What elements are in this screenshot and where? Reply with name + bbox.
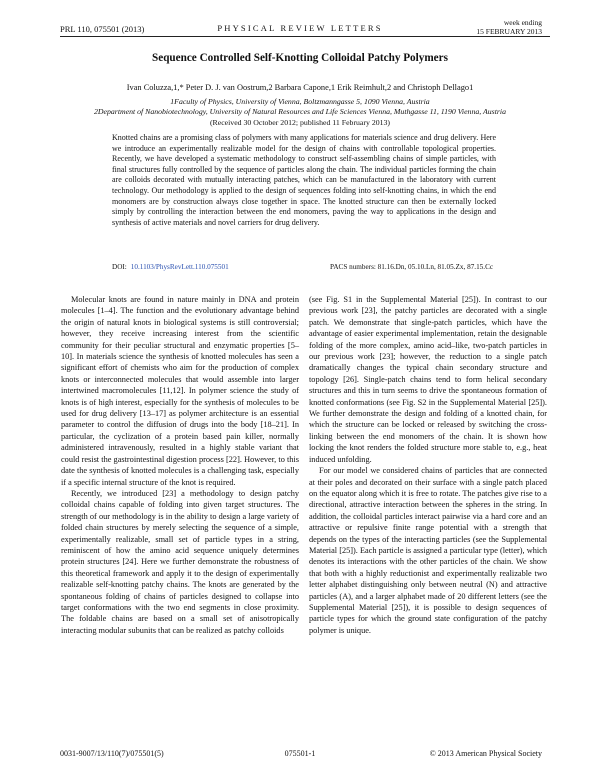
author-list: Ivan Coluzza,1,* Peter D. J. van Oostrum,2 Barbara Capone,1 Erik Reimhult,2 and Christoph Dellago1 xyxy=(126,83,474,92)
body-paragraph: For our model we considered chains of particles that are connected at their poles and decorated on their surface with a single patch placed on the equator along which it is free to rotate. The patches give rise to a directional, attractive interaction between the spheres in the string. In addition, the colloidal particles interact pairwise via a hard core and an attractive or repulsive finite range potential with a strength that depends on the types of the interacting particles (see the Supplemental Material [25]). Each particle is assigned a particular type (letter), which denotes its interactions with the other particles of the chain. We show that both with a highly reductionist and experimentally realizable two letter alphabet distinguishing only between neutral (N) and attractive particles (A), and a larger alphabet made of 20 different letters (see the Supplemental Material [25]), it is possible to design sequences of particle types for which the ground state configuration of the patchy polymer is unique. xyxy=(309,466,547,635)
page-number: 075501-1 xyxy=(284,749,316,758)
received-dates: (Received 30 October 2012; published 11 February 2013) xyxy=(209,118,391,127)
week-label: week ending xyxy=(503,18,542,27)
affiliation-2: 2Department of Nanobiotechnology, University of Natural Resources and Life Sciences Vienna, Muthgasse 11, 1190 Vienna, Austria xyxy=(94,107,506,116)
pacs-numbers: PACS numbers: 81.16.Dn, 05.10.Ln, 81.05.Zx, 87.15.Cc xyxy=(330,263,494,271)
week-ending xyxy=(476,18,542,36)
body-paragraph: (see Fig. S1 in the Supplemental Material [25]). In contrast to our previous work [23], the patchy particles are decorated with a single patch. We demonstrate that single-patch particles, which have the advantage of easier experimental implementation, retain the designable folding of the more complex, amino acid–like, two-patch particles in our previous work [23]; however, the reduction to a single patch dramatically changes the typical chain secondary structure and topology [26]. Single-patch chains tend to form helical secondary structures and this in turn seems to drive the spontaneous formation of knotted conformations (see Fig. S2 in the Supplemental Material [25]). We further demonstrate the design and folding of a knotted chain, for which the structure can be locked or released by switching the cross-linking between the end monomers of the chain. It is shown how locking the knot renders the folded structure more stable to, e.g., heat induced unfolding. xyxy=(309,295,547,464)
doi-label: DOI: xyxy=(112,263,127,271)
journal-ref: PRL 110, 075501 (2013) xyxy=(60,24,145,34)
paper-title: Sequence Controlled Self-Knotting Colloidal Patchy Polymers xyxy=(152,52,448,64)
body-column-left xyxy=(61,294,299,636)
abstract: Knotted chains are a promising class of polymers with many applications for materials science and drug delivery. Here we introduce an experimentally realizable model for the design of chains with controllable topological properties. Recently, we have developed a systematic methodology to construct self-assembling chains of simple particles, with final structures fully controlled by the sequence of particles along the chain. The individual particles forming the chain are colloids decorated with mutually interacting patches, which can be manufactured in the laboratory with current technology. Our methodology is applied to the design of sequences folding into self-knotting chains, in which the end monomers are by construction always close together in space. The knotted structure can then be externally locked simply by controlling the interaction between the end monomers, paving the way to applications in the design and synthesis of active materials and novel carriers for drug delivery. xyxy=(112,133,496,227)
doi-link[interactable]: 10.1103/PhysRevLett.110.075501 xyxy=(130,263,229,271)
body-paragraph: Molecular knots are found in nature mainly in DNA and protein molecules [1–4]. The function and the evolutionary advantage behind the origin of natural knots in biological systems is still controversial; however, they receive increasing interest from the scientific community for their peculiar structural and enzymatic properties [5–10]. In materials science the synthesis of knotted molecules has seen a significant effort of chemists who aim for the production of complex knots or interconnected molecules that would assemble into larger intertwined macromolecules [11,12]. In polymer science the study of knots is of high interest, especially for the synthesis of molecules to be used for drug delivery [13–17] as polymer architecture is an essential parameter to control the diffusion of drugs into the body [18–21]. In particular, the cyclization of a protein based pain killer, normally administered intravenously, resulted in a highly stable variant that could resist the gastrointestinal digestion process [22]. However, to this date the synthesis of knotted molecules is a challenging task, especially if a specific internal structure of the knot is required. xyxy=(61,295,299,487)
journal-name: PHYSICAL REVIEW LETTERS xyxy=(217,23,383,33)
header-rule xyxy=(60,36,550,37)
body-paragraph: Recently, we introduced [23] a methodology to design patchy colloidal chains capable of folding into given target structures. The strength of our methodology is in the ability to design a large variety of folded chain structures by merely selecting the sequence of a simple, experimentally realizable, small set of particle types in a string, reminiscent of how the amino acid sequence uniquely determines protein structures [24]. Here we further demonstrate the robustness of this theoretical framework and apply it to the design of experimentally realizable self-knotting patchy chains. The knots are generated by the spontaneous folding of chains of particles designed to collapse into target conformations with the two end segments in close proximity. The foldable chains are based on a small set of anisotropically interacting modular subunits that can be realized as patchy colloids xyxy=(61,488,299,635)
week-date: 15 FEBRUARY 2013 xyxy=(476,27,542,36)
footer-issn: 0031-9007/13/110(7)/075501(5) xyxy=(60,749,164,758)
doi-line xyxy=(112,263,229,271)
affiliation-1: 1Faculty of Physics, University of Vienna, Boltzmanngasse 5, 1090 Vienna, Austria xyxy=(170,97,430,106)
body-column-right xyxy=(309,294,547,636)
copyright: © 2013 American Physical Society xyxy=(429,749,542,758)
